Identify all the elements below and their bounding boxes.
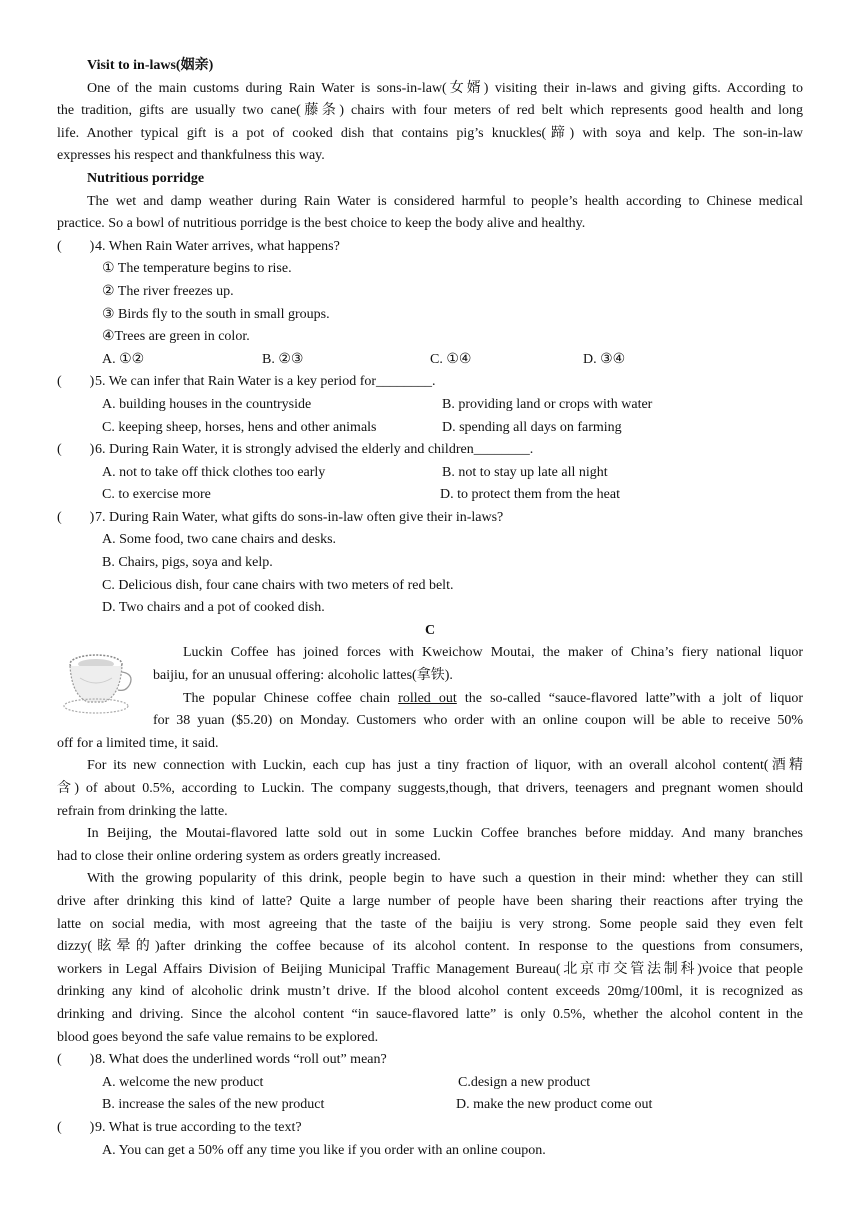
question-7: [57, 507, 803, 530]
choice-row: [57, 462, 803, 485]
statement-item: ③ Birds fly to the south in small groups.: [102, 306, 330, 322]
choice-d[interactable]: D. to protect them from the heat: [440, 487, 620, 503]
choice-b[interactable]: B. providing land or crops with water: [442, 396, 653, 412]
choice-row: [57, 484, 803, 507]
worksheet-page: [57, 55, 803, 1162]
choice-c[interactable]: C. keeping sheep, horses, hens and other animals: [102, 419, 377, 435]
choice-b[interactable]: B. not to stay up late all night: [442, 464, 608, 480]
choice-c[interactable]: C. Delicious dish, four cane chairs with two meters of red belt.: [102, 577, 454, 593]
choice-row: [57, 394, 803, 417]
paragraph-line: 含) of about 0.5%, according to Luckin. The company suggests,though, that drivers, teenagers and pregnant women should: [57, 781, 803, 796]
underlined-phrase: rolled out: [398, 690, 457, 706]
paragraph-line: expresses his respect and thankfulness this way.: [57, 148, 325, 164]
section-title-visit: Visit to in-laws(姻亲): [87, 58, 214, 73]
paragraph-line: blood goes beyond the safe value remains to be explored.: [57, 1029, 379, 1045]
paragraph-line: The wet and damp weather during Rain Water is considered harmful to people’s health according to Chinese medical: [87, 193, 803, 209]
choice-row: [57, 1094, 803, 1117]
question-6: [57, 439, 803, 462]
paragraph-line: In Beijing, the Moutai-flavored latte sold out in some Luckin Coffee branches before midday. And many branches: [87, 826, 803, 842]
choice-d[interactable]: D. make the new product come out: [456, 1097, 653, 1113]
question-4: [57, 236, 803, 259]
paragraph-line: life. Another typical gift is a pot of cooked dish that contains pig’s knuckles(蹄) with soya and kelp. The son-in-law: [57, 125, 803, 141]
paragraph-line: For its new connection with Luckin, each cup has just a tiny fraction of liquor, with an overall alcohol content(酒精: [87, 758, 803, 774]
question-stem: 8. What does the underlined words “roll out” mean?: [95, 1052, 387, 1068]
paragraph-line: practice. So a bowl of nutritious porridge is the best choice to keep the body alive and healthy.: [57, 216, 586, 232]
choice-d[interactable]: D. Two chairs and a pot of cooked dish.: [102, 600, 325, 616]
paragraph-line: for 38 yuan ($5.20) on Monday. Customers who order with an online coupon will be able to receive 50%: [153, 713, 803, 729]
paragraph-line: workers in Legal Affairs Division of Beijing Municipal Traffic Management Bureau(北京市交管法制科)voice that people: [57, 961, 803, 977]
paragraph-line: latte on social media, with most agreeing that the taste of the baijiu is very strong. Some people said they even felt: [57, 916, 803, 932]
choice-a[interactable]: A. ①②: [102, 351, 145, 367]
choice-row: [57, 1072, 803, 1095]
paragraph-line: refrain from drinking the latte.: [57, 803, 228, 819]
paragraph-line: drinking any kind of alcoholic drink mustn’t drive. If the blood alcohol content exceeds 20mg/100ml, it is recognized as: [57, 984, 803, 1000]
paragraph-line: dizzy(眩晕的)after drinking the coffee because of its alcohol content. In response to the questions from consumers,: [57, 939, 803, 955]
question-stem: 4. When Rain Water arrives, what happens?: [95, 238, 340, 254]
paragraph-line: off for a limited time, it said.: [57, 735, 219, 751]
choice-a[interactable]: A. building houses in the countryside: [102, 396, 312, 412]
choice-b[interactable]: B. increase the sales of the new product: [102, 1097, 325, 1113]
choice-c[interactable]: C.design a new product: [458, 1074, 591, 1090]
paragraph-line: the tradition, gifts are usually two cane(藤条) chairs with four meters of red belt which represents good health and long: [57, 103, 803, 119]
section-heading-c: C: [424, 622, 436, 638]
answer-bracket[interactable]: ( ): [57, 509, 95, 525]
paragraph-line: had to close their online ordering system as orders greatly increased.: [57, 848, 441, 864]
choice-c[interactable]: C. ①④: [430, 351, 472, 367]
choice-row: [57, 349, 803, 372]
choice-a[interactable]: A. welcome the new product: [102, 1074, 264, 1090]
choice-a[interactable]: A. not to take off thick clothes too early: [102, 464, 326, 480]
paragraph-line: drive after drinking this kind of latte? Quite a large number of people have been sharing their reactions after trying the: [57, 893, 803, 909]
question-8: [57, 1049, 803, 1072]
question-5: [57, 371, 803, 394]
question-stem: 7. During Rain Water, what gifts do sons-in-law often give their in-laws?: [95, 509, 504, 525]
question-stem: 5. We can infer that Rain Water is a key period for________.: [95, 374, 436, 390]
paragraph-line: Luckin Coffee has joined forces with Kweichow Moutai, the maker of China’s fiery national liquor: [183, 645, 803, 661]
answer-bracket[interactable]: ( ): [57, 1119, 95, 1135]
choice-d[interactable]: D. ③④: [583, 351, 626, 367]
choice-row: [57, 417, 803, 440]
text-run: the so-called “sauce-flavored latte”with a jolt of liquor: [456, 690, 804, 706]
answer-bracket[interactable]: ( ): [57, 1052, 95, 1068]
statement-item: ④Trees are green in color.: [102, 329, 250, 345]
paragraph-line: One of the main customs during Rain Water is sons-in-law(女婿) visiting their in-laws and giving gifts. According to: [87, 80, 803, 96]
paragraph-line: [57, 688, 803, 711]
choice-a[interactable]: A. Some food, two cane chairs and desks.: [102, 532, 337, 548]
question-stem: 6. During Rain Water, it is strongly advised the elderly and children________.: [95, 442, 534, 458]
paragraph-line: drinking and driving. Since the alcohol content “in sauce-flavored latte” is only 0.5%, whether the alcohol content in the: [57, 1006, 803, 1022]
answer-bracket[interactable]: ( ): [57, 442, 95, 458]
choice-a[interactable]: A. You can get a 50% off any time you like if you order with an online coupon.: [102, 1142, 546, 1158]
answer-bracket[interactable]: ( ): [57, 238, 95, 254]
choice-b[interactable]: B. ②③: [262, 351, 304, 367]
question-stem: 9. What is true according to the text?: [95, 1119, 302, 1135]
answer-bracket[interactable]: ( ): [57, 374, 95, 390]
statement-item: ① The temperature begins to rise.: [102, 261, 292, 277]
paragraph-line: baijiu, for an unusual offering: alcoholic lattes(拿铁).: [153, 668, 453, 684]
section-title-porridge: Nutritious porridge: [87, 170, 205, 186]
text-run: The popular Chinese coffee chain: [183, 690, 399, 706]
choice-d[interactable]: D. spending all days on farming: [442, 419, 622, 435]
question-9: [57, 1117, 803, 1140]
statement-item: ② The river freezes up.: [102, 283, 234, 299]
choice-c[interactable]: C. to exercise more: [102, 487, 211, 503]
choice-b[interactable]: B. Chairs, pigs, soya and kelp.: [102, 555, 273, 571]
paragraph-line: With the growing popularity of this drink, people begin to have such a question in their mind: whether they can still: [87, 871, 803, 887]
